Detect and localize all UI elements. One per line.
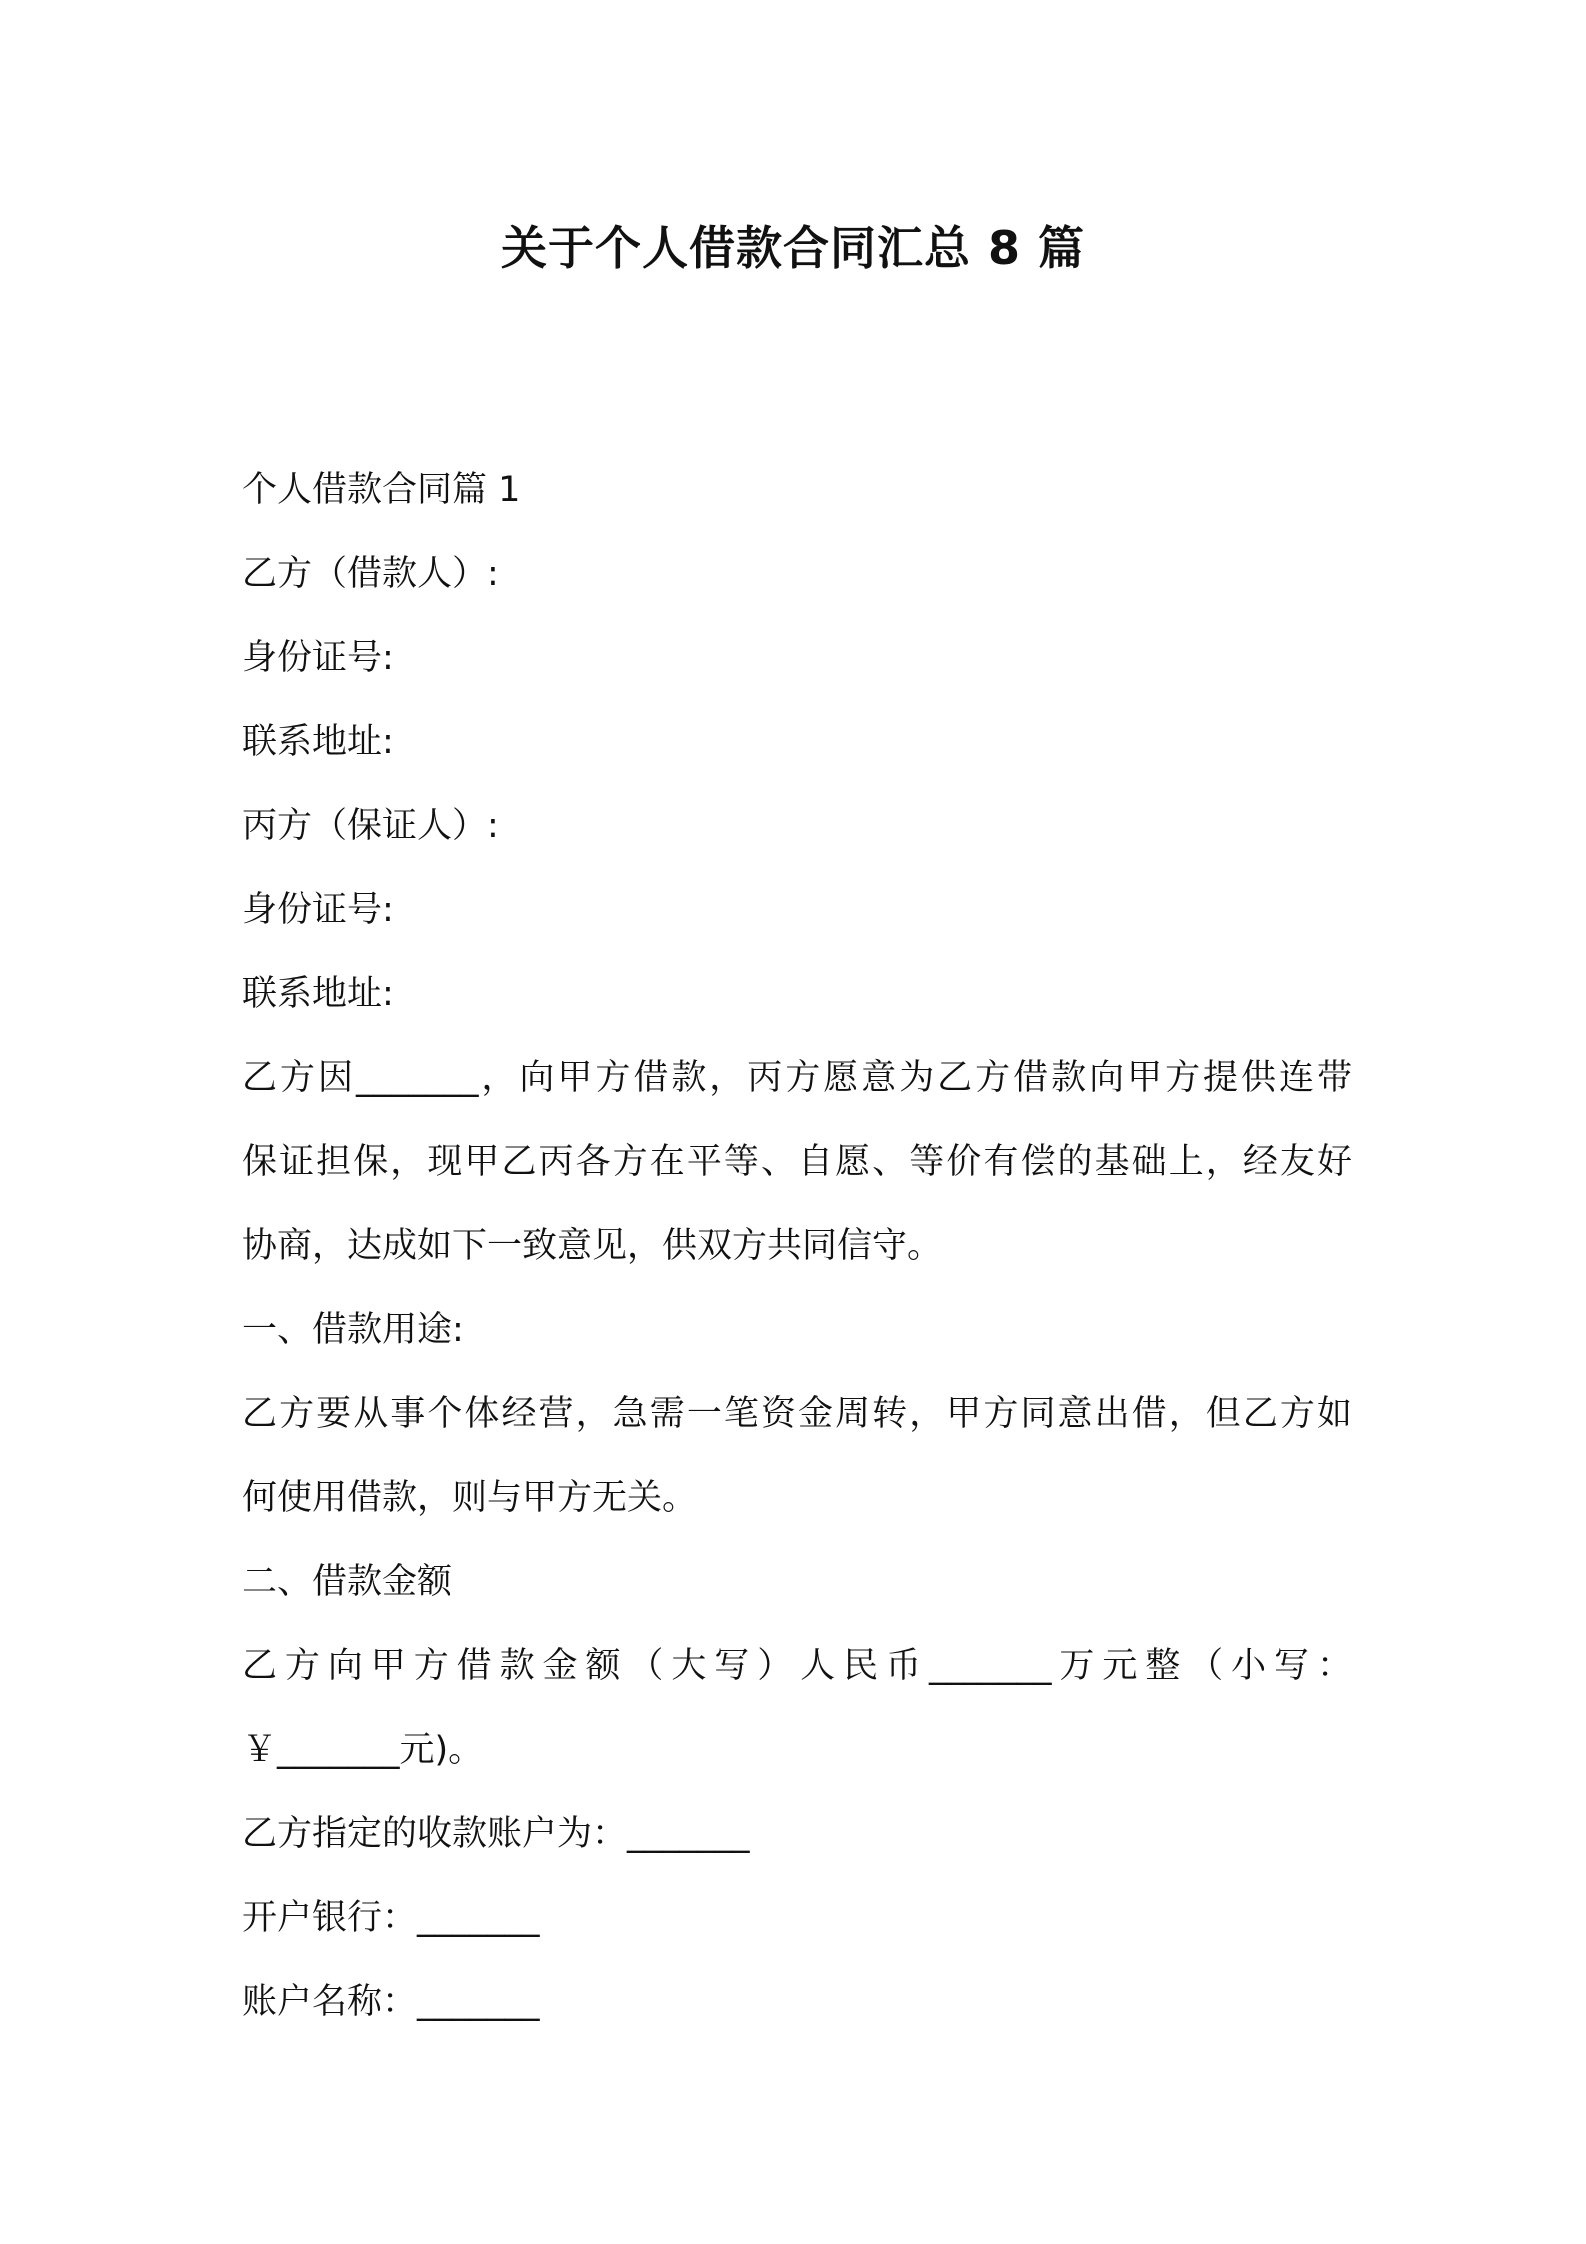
preamble-line-1: 乙方因_______，向甲方借款，丙方愿意为乙方借款向甲方提供连带 (242, 1058, 1352, 1098)
loan-purpose-line-2: 何使用借款，则与甲方无关。 (242, 1478, 698, 1518)
preamble-line-2: 保证担保，现甲乙丙各方在平等、自愿、等价有偿的基础上，经友好 (242, 1142, 1352, 1182)
clause-heading-loan-purpose: 一、借款用途: (242, 1310, 464, 1350)
section-heading-contract-1: 个人借款合同篇 1 (242, 470, 521, 510)
borrower-label: 乙方（借款人）: (242, 554, 499, 594)
receiving-account-label: 乙方指定的收款账户为：_______ (242, 1814, 750, 1854)
guarantor-address-label: 联系地址: (242, 974, 394, 1014)
guarantor-label: 丙方（保证人）: (242, 806, 499, 846)
bank-name-label: 开户银行：_______ (242, 1898, 540, 1938)
guarantor-id-label: 身份证号: (242, 890, 394, 930)
borrower-id-label: 身份证号: (242, 638, 394, 678)
loan-amount-line-1: 乙方向甲方借款金额（大写）人民币_______万元整（小写： (242, 1646, 1352, 1686)
loan-amount-line-2: ￥_______元)。 (242, 1730, 484, 1770)
document-body (242, 448, 1352, 2044)
account-name-label: 账户名称：_______ (242, 1982, 540, 2022)
loan-purpose-line-1: 乙方要从事个体经营，急需一笔资金周转，甲方同意出借，但乙方如 (242, 1394, 1352, 1434)
preamble-line-3: 协商，达成如下一致意见，供双方共同信守。 (242, 1226, 943, 1266)
document-title: 关于个人借款合同汇总 8 篇 (500, 221, 1086, 275)
clause-heading-loan-amount: 二、借款金额 (242, 1562, 453, 1602)
borrower-address-label: 联系地址: (242, 722, 394, 762)
